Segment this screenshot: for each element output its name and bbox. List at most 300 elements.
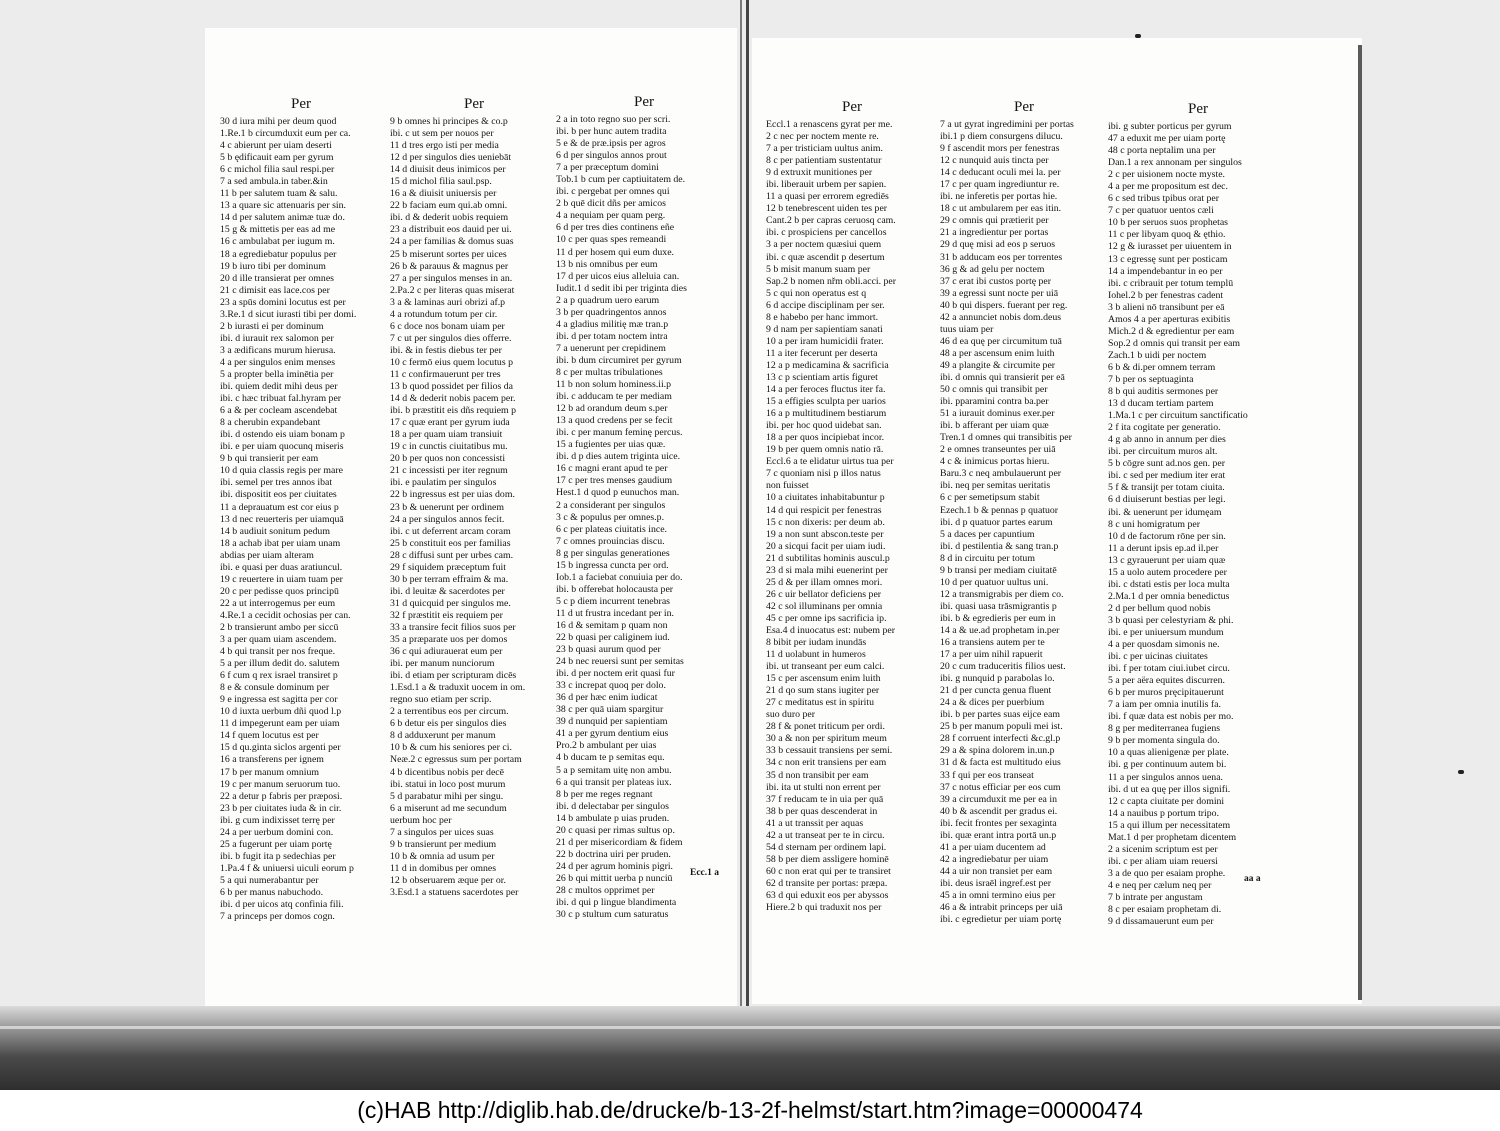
concordance-entry: 2 d per bellum quod nobis bbox=[1108, 602, 1211, 614]
concordance-entry: 5 b misit manum suam per bbox=[766, 263, 871, 275]
concordance-entry: 9 d extruxit munitiones per bbox=[766, 167, 873, 179]
concordance-entry: 7 c omnes prouincias discu. bbox=[556, 535, 665, 547]
concordance-entry: 8 e & consule dominum per bbox=[220, 682, 330, 694]
concordance-entry: ibi. c dstati estis per loca multa bbox=[1108, 578, 1230, 590]
concordance-entry: 41 a per gyrum dentium eius bbox=[556, 728, 669, 740]
concordance-entry: 29 f siquidem præceptum fuit bbox=[390, 561, 506, 573]
concordance-entry: Eccl.6 a te elidatur uirtus tua per bbox=[766, 456, 894, 468]
concordance-entry: 12 b obseruarem æque per or. bbox=[390, 874, 506, 886]
concordance-entry: ibi.1 p diem consurgens dilucu. bbox=[940, 131, 1063, 143]
concordance-entry: 11 d impegerunt eam per uiam bbox=[220, 718, 340, 730]
concordance-entry: ibi. c ut deferrent arcam coram bbox=[390, 525, 511, 537]
right-page-column-3 bbox=[1108, 99, 1288, 928]
concordance-entry: 4 a gladius militię mæ tran.p bbox=[556, 318, 669, 330]
column-running-head: Per bbox=[291, 96, 311, 112]
concordance-entry: 37 c notus efficiar per eos cum bbox=[940, 781, 1061, 793]
concordance-entry: 14 d qui respicit per fenestras bbox=[766, 504, 882, 516]
concordance-entry: 28 c diffusi sunt per urbes cam. bbox=[390, 549, 514, 561]
concordance-entry: ibi. e quasi per duas aratiuncul. bbox=[220, 561, 343, 573]
concordance-entry: Mat.1 d per prophetam dicentem bbox=[1108, 831, 1237, 843]
right-page-column-2 bbox=[940, 97, 1108, 926]
concordance-entry: 14 b audiuit sonitum pedum bbox=[220, 525, 330, 537]
concordance-entry: Tob.1 b cum per captiuitatem de. bbox=[556, 174, 686, 186]
concordance-entry: ibi. per circuitum muros alt. bbox=[1108, 446, 1218, 458]
concordance-entry: 11 d ut frustra incedant per in. bbox=[556, 607, 674, 619]
concordance-entry: 14 c deducant oculi mei la. per bbox=[940, 167, 1061, 179]
concordance-entry: 39 d nunquid per sapientiam bbox=[556, 716, 668, 728]
concordance-entry: ibi. b & egredieris per eum in bbox=[940, 612, 1056, 624]
concordance-entry: 11 a per singulos annos uena. bbox=[1108, 771, 1223, 783]
concordance-entry: 19 c reuertere in uiam tuam per bbox=[220, 573, 343, 585]
concordance-entry: 31 b adducam eos per torrentes bbox=[940, 251, 1063, 263]
concordance-entry: ibi. g cum indixisset terrę per bbox=[220, 814, 335, 826]
concordance-entry: 16 d & semitam p quam non bbox=[556, 619, 668, 631]
concordance-entry: ibi. neq per semitas ueritatis bbox=[940, 480, 1051, 492]
concordance-entry: ibi. b dum circumiret per gyrum bbox=[556, 354, 682, 366]
concordance-entry: 27 c meditatus est in spiritu bbox=[766, 697, 875, 709]
concordance-entry: 13 a quod credens per se fecit bbox=[556, 415, 673, 427]
concordance-entry: 17 c quæ erant per gyrum iuda bbox=[390, 417, 510, 429]
concordance-entry: 7 a uenerunt per crepidinem bbox=[556, 342, 666, 354]
concordance-entry: 6 c per plateas ciuitatis ince. bbox=[556, 523, 667, 535]
concordance-entry: 28 f corruent interfecti &c.gl.p bbox=[940, 733, 1061, 745]
concordance-entry: 14 a per feroces fluctus iter fa. bbox=[766, 384, 886, 396]
concordance-entry: Hest.1 d quod p eunuchos man. bbox=[556, 487, 680, 499]
concordance-entry: ibi. c quæ ascendit p desertum bbox=[766, 251, 885, 263]
concordance-entry: 5 e & de præ.ipsis per agros bbox=[556, 138, 666, 150]
concordance-entry: 3 b per quadringentos annos bbox=[556, 306, 667, 318]
concordance-entry: Sap.2 b nomen nřm obli.acci. per bbox=[766, 275, 897, 287]
concordance-entry: 22 a detur p fabris per præposi. bbox=[220, 790, 343, 802]
concordance-entry: ibi. d leuitæ & sacerdotes per bbox=[390, 585, 505, 597]
concordance-entry: 3 a de quo per esaiam prophe. bbox=[1108, 867, 1226, 879]
concordance-entry: 39 a circumduxit me per ea in bbox=[940, 793, 1057, 805]
left-page-column-1 bbox=[220, 94, 382, 923]
concordance-entry: 8 g per mediterranea fugiens bbox=[1108, 723, 1221, 735]
concordance-entry: 29 d quę misi ad eos p seruos bbox=[940, 239, 1056, 251]
concordance-entry: 30 d iura mihi per deum quod bbox=[220, 116, 337, 127]
concordance-entry: 6 a qui transit per plateas iux. bbox=[556, 776, 672, 788]
concordance-entry: 32 f præstitit eis requiem per bbox=[390, 609, 503, 621]
concordance-entry: 9 e ingressa est sagitta per cor bbox=[220, 694, 338, 706]
concordance-entry: 7 a per præceptum domini bbox=[556, 162, 659, 174]
concordance-entry: ibi. c pergebat per omnes qui bbox=[556, 186, 670, 198]
concordance-entry: Eccl.1 a renascens gyrat per me. bbox=[766, 119, 893, 130]
concordance-entry: 31 d quicquid per singulos me. bbox=[390, 597, 511, 609]
concordance-entry: 17 a per uim nihil rapuerit bbox=[940, 649, 1043, 661]
concordance-entry: 36 d per hæc enim iudicat bbox=[556, 692, 658, 704]
concordance-entry: 14 d & dederit nobis pacem per. bbox=[390, 393, 516, 405]
concordance-entry: 9 b per momenta singula do. bbox=[1108, 735, 1220, 747]
concordance-entry: 13 b nis omnibus per eum bbox=[556, 258, 658, 270]
concordance-entry: 8 d adduxerunt per manum bbox=[390, 730, 496, 742]
concordance-entry: 13 c p scientiam artis figuret bbox=[766, 371, 878, 383]
concordance-entry: ibi. e per uiam quocunq miseris bbox=[220, 441, 344, 453]
concordance-entry: Neæ.2 c egressus sum per portam bbox=[390, 754, 522, 766]
concordance-entry: 7 b intrate per angustam bbox=[1108, 892, 1203, 903]
concordance-entry: 11 a quasi per errorem egrediēs bbox=[766, 191, 889, 203]
concordance-entry: 10 a quas alienigenæ per plate. bbox=[1108, 747, 1229, 759]
concordance-entry: 17 c per tres menses gaudium bbox=[556, 475, 673, 487]
concordance-entry: 38 b per quas descenderat in bbox=[766, 805, 878, 817]
concordance-entry: 10 c fermō eius quem locutus p bbox=[390, 356, 513, 368]
concordance-entry: ibi. semel per tres annos ibat bbox=[220, 477, 333, 489]
concordance-entry: 8 b qui auditis sermones per bbox=[1108, 386, 1219, 398]
concordance-entry: 19 c per manum seruorum tuo. bbox=[220, 778, 341, 790]
concordance-entry: 30 b per terram effraim & ma. bbox=[390, 573, 509, 585]
concordance-entry: 2 a terrentibus eos per circum. bbox=[390, 706, 509, 718]
concordance-entry: 24 a & dices per puerbium bbox=[940, 697, 1045, 709]
concordance-entry: ibi. b præstitit eis dñs requiem p bbox=[390, 405, 516, 417]
concordance-entry: abdias per uiam alteram bbox=[220, 549, 314, 561]
concordance-entry: 9 b transi per mediam ciuitatē bbox=[940, 564, 1057, 576]
concordance-entry: ibi. b per hunc autem tradita bbox=[556, 126, 667, 138]
concordance-entry: 5 a daces per capuntium bbox=[940, 528, 1035, 540]
concordance-entry: 12 a p medicamina & sacrificia bbox=[766, 359, 889, 371]
concordance-entry: 10 c per quas spes remeandi bbox=[556, 234, 667, 246]
concordance-entry: 14 d per salutem animæ tuæ do. bbox=[220, 212, 345, 224]
concordance-entry: non fuisset bbox=[766, 480, 809, 492]
concordance-entry: 23 a spūs domini locutus est per bbox=[220, 296, 346, 308]
concordance-entry: 13 d nec reuerteris per uiamquā bbox=[220, 513, 344, 525]
concordance-entry: 22 a ut interrogemus per eum bbox=[220, 597, 336, 609]
concordance-entry: ibi. d p quatuor partes earum bbox=[940, 516, 1053, 528]
concordance-entry: ibi. d p dies autem triginta uice. bbox=[556, 451, 681, 463]
concordance-entry: Sop.2 d omnis qui transit per eam bbox=[1108, 337, 1240, 349]
concordance-entry: 14 f quem locutus est per bbox=[220, 730, 319, 742]
concordance-entry: 20 c cum traduceritis filios uest. bbox=[940, 661, 1066, 673]
concordance-entry: 15 g & mittetis per eas ad me bbox=[220, 224, 336, 236]
concordance-entry: 14 a nauibus p portum tripo. bbox=[1108, 807, 1220, 819]
concordance-entry: ibi. f quæ data est nobis per mo. bbox=[1108, 711, 1234, 723]
concordance-entry: ibi. per manum nunciorum bbox=[390, 658, 495, 670]
concordance-entry: Tren.1 d omnes qui transibitis per bbox=[940, 432, 1072, 444]
concordance-entry: 15 c per ascensum enim luith bbox=[766, 673, 881, 685]
concordance-entry: ibi. ut transeant per eum calci. bbox=[766, 661, 885, 673]
concordance-entry: 4 a per quosdam simonis ne. bbox=[1108, 639, 1220, 651]
concordance-entry: Cant.2 b per capras ceruosq cam. bbox=[766, 215, 896, 227]
concordance-entry: 2 a considerant per singulos bbox=[556, 499, 666, 511]
concordance-entry: ibi. liberauit urbem per sapien. bbox=[766, 179, 887, 191]
concordance-entry: 12 d per singulos dies ueniebāt bbox=[390, 152, 512, 164]
concordance-entry: 48 c porta neptalim una per bbox=[1108, 145, 1216, 157]
concordance-entry: 2 b iurasti ei per dominum bbox=[220, 320, 324, 332]
concordance-entry: ibi. e paulatim per singulos bbox=[390, 477, 497, 489]
concordance-entry: 23 d si mala mihi euenerint per bbox=[766, 564, 888, 576]
concordance-entry: 24 d per agrum hominis pigri. bbox=[556, 860, 674, 872]
scanner-edge-strip bbox=[0, 1006, 1500, 1090]
concordance-entry: 7 c ut per singulos dies offerre. bbox=[390, 332, 512, 344]
concordance-entry: 7 c per quatuor uentos cæli bbox=[1108, 205, 1214, 217]
concordance-entry: 11 d tres ergo isti per media bbox=[390, 140, 499, 152]
concordance-entry: 37 f reducam te in uia per quā bbox=[766, 793, 884, 805]
concordance-entry: 4 a per me propositum est dec. bbox=[1108, 181, 1228, 193]
gutter-line-right bbox=[746, 0, 749, 1010]
concordance-entry: 12 b ad orandum deum s.per bbox=[556, 403, 668, 415]
concordance-entry: ibi. d pestilentia & sang tran.p bbox=[940, 540, 1059, 552]
concordance-entry: 2 b transierunt ambo per siccū bbox=[220, 621, 339, 633]
concordance-entry: 9 d dissamauerunt eum per bbox=[1108, 916, 1214, 928]
concordance-entry: 8 bibit per iudam inundās bbox=[766, 637, 867, 649]
concordance-entry: ibi. e per uniuersum mundum bbox=[1108, 626, 1224, 638]
concordance-entry: 40 b & ascendit per gradus ei. bbox=[940, 805, 1058, 817]
concordance-entry: 6 c doce nos bonam uiam per bbox=[390, 320, 505, 332]
concordance-entry: 11 d in domibus per omnes bbox=[390, 862, 497, 874]
concordance-entry: 62 d transite per portas: præpa. bbox=[766, 877, 888, 889]
concordance-entry: 5 c qui non operatus est q bbox=[766, 287, 867, 299]
concordance-entry: 20 a sicqui facit per uiam iudi. bbox=[766, 540, 886, 552]
concordance-entry: 16 a p multitudinem bestiarum bbox=[766, 408, 887, 420]
concordance-entry: 5 b ędificauit eam per gyrum bbox=[220, 152, 334, 164]
concordance-entry: 11 b per salutem tuam & salu. bbox=[220, 188, 338, 200]
concordance-entry: ibi. d & dederit uobis requiem bbox=[390, 212, 509, 224]
concordance-entry: 10 a per iram humicidii frater. bbox=[766, 335, 884, 347]
concordance-entry: 19 b iuro tibi per dominum bbox=[220, 260, 326, 272]
concordance-entry: 25 d & per illam omnes mori. bbox=[766, 576, 883, 588]
concordance-entry: 2 c nec per noctem mente re. bbox=[766, 131, 879, 143]
concordance-entry: 1.Esd.1 a & traduxit uocem in om. bbox=[390, 682, 526, 694]
concordance-entry: 23 b & uenerunt per ordinem bbox=[390, 501, 504, 513]
concordance-entry: 4 b dicentibus nobis per decē bbox=[390, 766, 504, 778]
concordance-entry: 3 a & laminas auri obrizi af.p bbox=[390, 296, 506, 308]
concordance-entry: 51 a iurauit dominus exer.per bbox=[940, 408, 1055, 420]
concordance-entry: ibi. c ut sem per nouos per bbox=[390, 128, 494, 140]
concordance-entry: 2 a in toto regno suo per scri. bbox=[556, 114, 671, 125]
concordance-entry: 11 a derunt ipsis ep.ad il.per bbox=[1108, 542, 1219, 554]
concordance-entry: 20 c per pedisse quos principū bbox=[220, 585, 339, 597]
concordance-entry: 40 b qui dispers. fuerant per reg. bbox=[940, 299, 1068, 311]
concordance-entry: 3 a ædificans murum hierusa. bbox=[220, 344, 336, 356]
left-page-column-3 bbox=[556, 92, 732, 921]
concordance-entry: 4 c & inimicus portas hieru. bbox=[940, 456, 1050, 468]
concordance-entry: 35 a præparate uos per domos bbox=[390, 634, 508, 646]
concordance-entry: 15 a fugientes per uias quæ. bbox=[556, 439, 666, 451]
concordance-entry: 15 a effigies sculpta per uarios bbox=[766, 396, 886, 408]
concordance-entry: 24 a per uerbum domini con. bbox=[220, 826, 334, 838]
concordance-entry: ibi. quasi uasa trāsmigrantis p bbox=[940, 600, 1057, 612]
concordance-entry: 45 a in omni termino eius per bbox=[940, 890, 1056, 901]
concordance-entry: 31 d & facta est multitudo eius bbox=[940, 757, 1061, 769]
concordance-entry: 11 c per libyam quoq & ęthio. bbox=[1108, 229, 1226, 241]
concordance-entry: 9 b omnes hi principes & co.p bbox=[390, 116, 508, 127]
concordance-entry: 46 d ea quę per circumitum tuā bbox=[940, 335, 1062, 347]
concordance-entry: ibi. b fugit ita p sedechias per bbox=[220, 850, 336, 862]
concordance-entry: 58 b per diem assligere hominē bbox=[766, 853, 889, 865]
strip-sheen bbox=[0, 1026, 1500, 1029]
concordance-entry: 25 a fugerunt per uiam portę bbox=[220, 838, 332, 850]
concordance-entry: 2 b quē dicit dñs per amicos bbox=[556, 198, 666, 210]
concordance-entry: 10 d per quatuor uultus uni. bbox=[940, 576, 1049, 588]
concordance-entry: ibi. ne inferetis per portas hie. bbox=[940, 191, 1058, 203]
concordance-entry: regno suo etiam per scrip. bbox=[390, 694, 492, 706]
concordance-entry: 16 a transferens per ignem bbox=[220, 754, 324, 766]
left-page-column-2 bbox=[390, 94, 558, 899]
concordance-entry: 19 b per quem omnis natio rā. bbox=[766, 444, 884, 456]
concordance-entry: 4.Re.1 a cecidit ochosias per can. bbox=[220, 609, 351, 621]
concordance-entry: 6 b & di.per omnem terram bbox=[1108, 361, 1216, 373]
concordance-entry: ibi. d omnis qui transierit per eā bbox=[940, 371, 1065, 383]
concordance-entry: Zach.1 b uidi per noctem bbox=[1108, 349, 1207, 361]
right-page-catchword: aa a bbox=[1244, 874, 1261, 884]
concordance-entry: ibi. per hoc quod uidebat san. bbox=[766, 420, 882, 432]
concordance-entry: 3 a per noctem quæsiui quem bbox=[766, 239, 882, 251]
concordance-entry: 30 a & non per spiritum meum bbox=[766, 733, 887, 745]
concordance-entry: ibi. g nunquid p parabolas lo. bbox=[940, 673, 1055, 685]
concordance-entry: 36 g & ad gelu per noctem bbox=[940, 263, 1045, 275]
concordance-entry: 48 a per ascensum enim luith bbox=[940, 347, 1055, 359]
concordance-entry: 22 b quasi per caliginem iud. bbox=[556, 632, 670, 644]
concordance-entry: suo duro per bbox=[766, 709, 815, 721]
concordance-entry: Mich.2 d & egredientur per eam bbox=[1108, 325, 1235, 337]
concordance-entry: 4 g ab anno in annum per dies bbox=[1108, 434, 1226, 446]
concordance-entry: 6 c michol filia saul respi.per bbox=[220, 164, 335, 176]
concordance-entry: 12 c capta ciuitate per domini bbox=[1108, 795, 1225, 807]
right-page-column-1 bbox=[766, 97, 938, 914]
concordance-entry: ibi. d per uicos atq confinia fili. bbox=[220, 899, 344, 911]
concordance-entry: 22 b faciam eum qui.ab omni. bbox=[390, 200, 508, 212]
concordance-entry: 8 e habebo per hanc immort. bbox=[766, 311, 879, 323]
concordance-entry: 63 d qui eduxit eos per abyssos bbox=[766, 890, 889, 901]
concordance-entry: 21 d per cuncta genua fluent bbox=[940, 685, 1052, 697]
concordance-entry: 18 c ut ambularem per eas itin. bbox=[940, 203, 1062, 215]
concordance-entry: 14 b ambulate p uias pruden. bbox=[556, 812, 670, 824]
concordance-entry: 19 c in cunctis ciuitatibus mu. bbox=[390, 441, 508, 453]
concordance-entry: Baru.3 c neq ambulauerunt per bbox=[940, 468, 1062, 480]
concordance-entry: 13 b quod possidet per filios da bbox=[390, 381, 513, 393]
concordance-entry: 10 b & cum his seniores per ci. bbox=[390, 742, 512, 754]
concordance-entry: 6 c per semetipsum stabit bbox=[940, 492, 1040, 504]
concordance-entry: 11 d uolabunt in humeros bbox=[766, 649, 866, 661]
concordance-entry: 4 a rotundum totum per cir. bbox=[390, 308, 498, 320]
concordance-entry: ibi. g per continuum autem bi. bbox=[1108, 759, 1227, 771]
concordance-entry: 16 a transiens autem per te bbox=[940, 637, 1045, 649]
concordance-entry: 28 f & ponet triticum per ordi. bbox=[766, 721, 885, 733]
concordance-entry: 42 c sol illuminans per omnia bbox=[766, 600, 883, 612]
concordance-entry: ibi. d delectabar per singulos bbox=[556, 800, 669, 812]
concordance-entry: 5 a propter bella iminētia per bbox=[220, 368, 334, 380]
concordance-entry: ibi. c adducam te per mediam bbox=[556, 391, 672, 403]
concordance-entry: 18 a egrediebatur populus per bbox=[220, 248, 337, 260]
concordance-entry: 21 c incessisti per iter regnum bbox=[390, 465, 508, 477]
concordance-entry: 33 a transire fecit filios suos per bbox=[390, 621, 516, 633]
concordance-entry: Dan.1 a rex annonam per singulos bbox=[1108, 157, 1242, 169]
concordance-entry: 5 a per aëra equites discurren. bbox=[1108, 675, 1225, 687]
concordance-entry: 11 a iter fecerunt per deserta bbox=[766, 347, 878, 359]
concordance-entry: 42 a annunciet nobis dom.deus bbox=[940, 311, 1062, 323]
column-running-head: Per bbox=[1014, 99, 1034, 115]
concordance-entry: 41 a ut transsit per aquas bbox=[766, 817, 864, 829]
concordance-entry: ibi. d per noctem erit quasi fur bbox=[556, 668, 675, 680]
concordance-entry: 5 f & transijt per totam ciuita. bbox=[1108, 482, 1225, 494]
concordance-entry: 9 d nam per sapientiam sanati bbox=[766, 323, 883, 335]
concordance-entry: 2 a sicenim scriptum est per bbox=[1108, 843, 1218, 855]
concordance-entry: 44 a uir non transiet per eam bbox=[940, 865, 1053, 877]
concordance-entry: 36 c qui adiurauerat eum per bbox=[390, 646, 503, 658]
concordance-entry: ibi. d etiam per scripturam dicēs bbox=[390, 670, 517, 682]
concordance-entry: 13 a quare sic attenuaris per sin. bbox=[220, 200, 346, 212]
concordance-entry: 20 b per quos non concessisti bbox=[390, 453, 506, 465]
concordance-entry: 7 a singulos per uices suas bbox=[390, 826, 494, 838]
concordance-entry: 26 b qui mittit uerba p nunciū bbox=[556, 872, 673, 884]
concordance-entry: Iudit.1 d sedit ibi per triginta dies bbox=[556, 282, 687, 294]
concordance-entry: 6 d per tres dies continens eñe bbox=[556, 222, 675, 234]
concordance-entry: 14 a & ue.ad prophetam in.per bbox=[940, 624, 1060, 636]
concordance-entry: 15 d michol filia saul.psp. bbox=[390, 176, 492, 188]
concordance-entry: ibi. ita ut stulti non errent per bbox=[766, 781, 881, 793]
concordance-entry: ibi. c egredietur per uiam portę bbox=[940, 914, 1062, 926]
concordance-entry: 21 c dimisit eas lace.cos per bbox=[220, 284, 330, 296]
concordance-entry: 24 b nec reuersi sunt per semitas bbox=[556, 656, 684, 668]
concordance-entry: 41 a per uiam ducentem ad bbox=[940, 841, 1046, 853]
concordance-entry: 6 d diuiserunt bestias per legi. bbox=[1108, 494, 1226, 506]
concordance-entry: 12 b tenebrescent uiden tes per bbox=[766, 203, 888, 215]
concordance-entry: 15 c non dixeris: per deum ab. bbox=[766, 516, 885, 528]
concordance-entry: 8 c uni homigratum per bbox=[1108, 518, 1200, 530]
concordance-entry: ibi. statui in loco post murum bbox=[390, 778, 506, 790]
concordance-entry: ibi. pparamini contra ba.per bbox=[940, 396, 1049, 408]
concordance-entry: ibi. c hæc tribuat fal.hyram per bbox=[220, 393, 342, 405]
concordance-entry: 27 a per singulos menses in an. bbox=[390, 272, 513, 284]
concordance-entry: 49 a plangite & circumite per bbox=[940, 359, 1056, 371]
concordance-entry: 8 g per singulas generationes bbox=[556, 547, 670, 559]
concordance-entry: 28 c multos opprimet per bbox=[556, 885, 655, 896]
concordance-entry: 12 a transmigrabis per diem co. bbox=[940, 588, 1064, 600]
concordance-entry: 33 c increpat quoq per dolo. bbox=[556, 680, 666, 692]
concordance-entry: 54 d sternam per ordinem lapi. bbox=[766, 841, 887, 853]
concordance-entry: ibi. f per totam ciui.iubet circu. bbox=[1108, 663, 1230, 675]
concordance-entry: ibi. b offerebat holocausta per bbox=[556, 583, 674, 595]
concordance-entry: ibi. g subter porticus per gyrum bbox=[1108, 121, 1232, 132]
concordance-entry: 3 c & populus per omnes.p. bbox=[556, 511, 665, 523]
concordance-entry: ibi. c prospiciens per cancellos bbox=[766, 227, 887, 239]
concordance-entry: 26 c uir bellator deficiens per bbox=[766, 588, 882, 600]
concordance-entry: 46 a & intrabit princeps per uiā bbox=[940, 902, 1063, 914]
concordance-entry: 4 b qui transit per nos freque. bbox=[220, 646, 336, 658]
concordance-entry: 42 a ingrediebatur per uiam bbox=[940, 853, 1049, 865]
concordance-entry: 25 b per manum populi mei ist. bbox=[940, 721, 1063, 733]
concordance-entry: ibi. d per totam noctem intra bbox=[556, 330, 668, 342]
concordance-entry: ibi. d ut ea quę per illos signifi. bbox=[1108, 783, 1231, 795]
concordance-entry: 5 b cōgre sunt ad.nos gen. per bbox=[1108, 458, 1225, 470]
concordance-entry: 3.Esd.1 a statuens sacerdotes per bbox=[390, 887, 519, 898]
concordance-entry: 35 d non transibit per eam bbox=[766, 769, 869, 781]
page-edge-shadow bbox=[1358, 45, 1362, 1000]
concordance-entry: 11 a deprauatum est cor eius p bbox=[220, 501, 339, 513]
concordance-entry: ibi. d ostendo eis uiam bonam p bbox=[220, 429, 345, 441]
concordance-entry: Ezech.1 b & pennas p quatuor bbox=[940, 504, 1059, 516]
concordance-entry: 4 b ducam te p semitas equ. bbox=[556, 752, 665, 764]
concordance-entry: 10 d de factorum rōne per sin. bbox=[1108, 530, 1226, 542]
column-running-head: Per bbox=[1188, 101, 1208, 117]
concordance-entry: 29 c omnis qui prætierit per bbox=[940, 215, 1049, 227]
concordance-entry: 3 b quasi per celestyriam & phi. bbox=[1108, 614, 1234, 626]
concordance-entry: ibi. fecit frontes per sexaginta bbox=[940, 817, 1057, 829]
concordance-entry: 45 c per omne ips sacrificia ip. bbox=[766, 612, 887, 624]
concordance-entry: ibi. deus israēl ingref.est per bbox=[940, 877, 1051, 889]
column-running-head: Per bbox=[634, 94, 654, 110]
concordance-entry: 7 a sed ambula.in taber.&in bbox=[220, 176, 328, 188]
concordance-entry: 25 b constituit eos per familias bbox=[390, 537, 511, 549]
concordance-entry: 26 b & parauus & magnus per bbox=[390, 260, 509, 272]
scan-speck bbox=[1135, 34, 1141, 38]
concordance-entry: 7 c quoniam nisi p illos natus bbox=[766, 468, 881, 480]
source-caption-bar bbox=[0, 1090, 1500, 1131]
concordance-entry: 13 d ducam tertiam partem bbox=[1108, 398, 1214, 410]
concordance-entry: 6 a miserunt ad me secundum bbox=[390, 802, 507, 814]
concordance-entry: 18 a per quam uiam transiuit bbox=[390, 429, 503, 441]
concordance-entry: 24 a per familias & domus suas bbox=[390, 236, 514, 248]
concordance-entry: 8 c per patientiam sustentatur bbox=[766, 155, 882, 167]
